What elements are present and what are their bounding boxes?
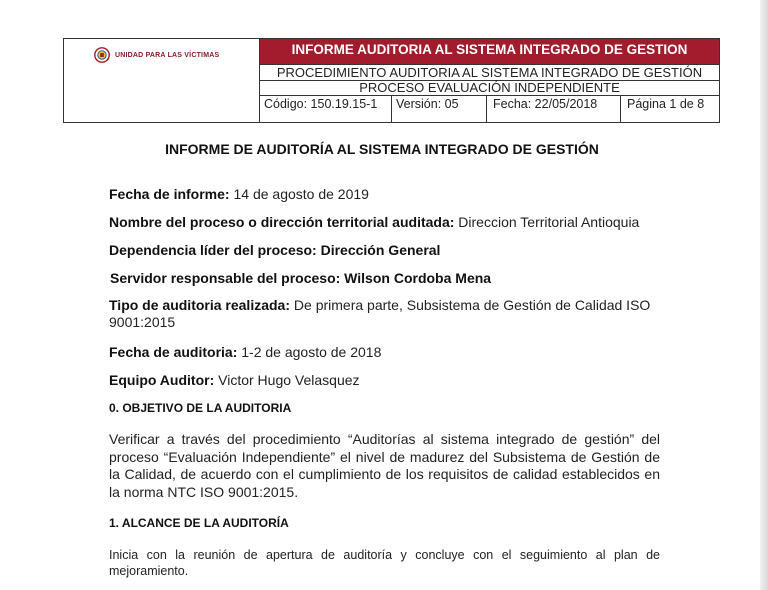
field-label: Nombre del proceso o dirección territorial auditada: (109, 214, 455, 230)
field-label: Fecha de auditoria: (109, 344, 238, 360)
field-label: Equipo Auditor: (109, 372, 215, 388)
field-audit-type (109, 297, 669, 331)
header-procedure: PROCEDIMIENTO AUDITORIA AL SISTEMA INTEGRADO DE GESTIÓN (260, 65, 719, 81)
field-value: Direccion Territorial Antioquia (454, 214, 640, 230)
document-title: INFORME DE AUDITORÍA AL SISTEMA INTEGRADO DE GESTIÓN (165, 141, 599, 157)
logo-cell (64, 39, 260, 122)
field-responsible-server (110, 270, 670, 287)
field-value: Victor Hugo Velasquez (214, 372, 360, 388)
field-audit-team (109, 372, 669, 389)
header-process: PROCESO EVALUACIÓN INDEPENDIENTE (260, 81, 719, 96)
coat-of-arms-icon (94, 47, 110, 63)
field-value: De primera parte, Subsistema de Gestión de Calidad ISO 9001:2015 (109, 297, 651, 330)
field-value: 14 de agosto de 2019 (229, 186, 369, 202)
field-label: Dependencia líder del proceso: Dirección General (109, 242, 441, 258)
field-process-name (109, 214, 669, 231)
header-date: Fecha: 22/05/2018 (487, 96, 621, 122)
field-label: Tipo de auditoria realizada: (109, 297, 291, 313)
field-label: Fecha de informe: (109, 186, 230, 202)
header-title: INFORME AUDITORIA AL SISTEMA INTEGRADO DE GESTION (260, 39, 719, 65)
organization-logo (94, 47, 219, 63)
header-version: Versión: 05 (392, 96, 487, 122)
field-label: Servidor responsable del proceso: Wilson Cordoba Mena (110, 270, 492, 286)
field-lead-dependency (109, 242, 669, 259)
header-page: Página 1 de 8 (627, 97, 705, 111)
logo-text: UNIDAD PARA LAS VÍCTIMAS (115, 51, 220, 59)
header-meta-row (260, 96, 719, 122)
page-edge-shadow (760, 0, 768, 590)
field-report-date (109, 186, 669, 203)
header-code: Código: 150.19.15-1 (260, 96, 392, 122)
section-objective-body: Verificar a través del procedimiento “Auditorías al sistema integrado de gestión” del proceso “Evaluación Independiente” el nivel de madurez del Subsistema de Gestión de la Calidad, de acuerdo con el cumplimiento de los requisitos de calidad establecidos en la norma NTC ISO 9001:2015. (109, 431, 660, 500)
section-objective-heading: 0. OBJETIVO DE LA AUDITORIA (109, 401, 292, 415)
document-header-table (63, 38, 720, 123)
field-audit-date (109, 344, 669, 361)
section-scope-heading: 1. ALCANCE DE LA AUDITORÍA (109, 516, 289, 530)
field-value: 1-2 de agosto de 2018 (237, 344, 382, 360)
header-info (260, 39, 719, 122)
section-scope-body: Inicia con la reunión de apertura de auditoría y concluye con el seguimiento al plan de mejoramiento. (109, 548, 660, 578)
